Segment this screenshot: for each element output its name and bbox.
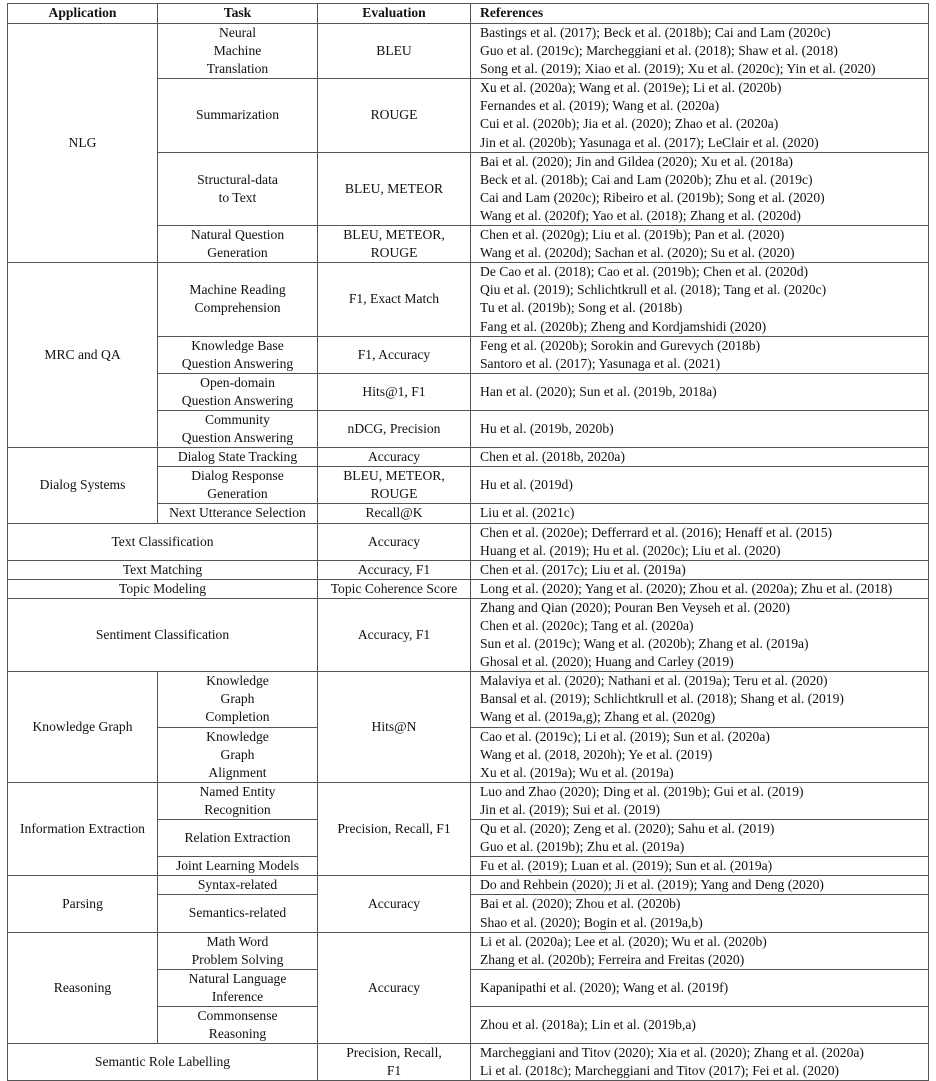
cell-line: Semantics-related	[188, 905, 287, 921]
references-cell	[471, 969, 929, 1006]
evaluation-cell	[318, 560, 471, 579]
cell-line: Ghosal et al. (2020); Huang and Carley (2019)	[480, 654, 734, 670]
cell-line: Wang et al. (2019a,g); Zhang et al. (2020g)	[480, 709, 716, 725]
header-row	[8, 4, 929, 24]
cell-line: BLEU, METEOR,	[343, 227, 445, 243]
cell-line: Tu et al. (2019b); Song et al. (2018b)	[480, 300, 683, 316]
references-cell	[471, 1044, 929, 1081]
cell-line: Machine Reading	[189, 282, 286, 298]
evaluation-cell	[318, 448, 471, 467]
cell-line: to Text	[218, 189, 257, 205]
evaluation-cell	[318, 932, 471, 1044]
references-cell	[471, 336, 929, 373]
table-row	[8, 672, 929, 727]
cell-line: Question Answering	[181, 430, 294, 446]
task-cell	[158, 727, 318, 782]
table-row	[8, 932, 929, 969]
cell-line: Syntax-related	[197, 877, 278, 893]
cell-line: Generation	[207, 486, 268, 502]
cell-line: Next Utterance Selection	[169, 505, 306, 521]
cell-line: Zhang et al. (2020b); Ferreira and Freitas (2020)	[480, 951, 745, 967]
references-cell	[471, 1006, 929, 1043]
cell-line: Named Entity	[199, 783, 276, 799]
cell-line: De Cao et al. (2018); Cao et al. (2019b); Chen et al. (2020d)	[480, 264, 809, 280]
cell-line: Fang et al. (2020b); Zheng and Kordjamshidi (2020)	[480, 318, 767, 334]
evaluation-cell	[318, 336, 471, 373]
references-cell	[471, 24, 929, 79]
cell-line: Malaviya et al. (2020); Nathani et al. (2019a); Teru et al. (2020)	[480, 673, 828, 689]
evaluation-cell	[318, 579, 471, 598]
references-cell	[471, 560, 929, 579]
cell-line: Knowledge Base	[191, 337, 284, 353]
cell-line: Accuracy	[367, 895, 421, 911]
table-row	[8, 782, 929, 819]
cell-line: Alignment	[208, 764, 267, 780]
task-cell	[158, 857, 318, 876]
references-cell	[471, 226, 929, 263]
task-cell	[158, 932, 318, 969]
cell-line: Chen et al. (2020e); Defferrard et al. (2016); Henaff et al. (2015)	[480, 524, 833, 540]
task-cell	[158, 24, 318, 79]
task-cell	[158, 467, 318, 504]
evaluation-cell	[318, 24, 471, 79]
header-references: References	[471, 4, 929, 24]
cell-line: Marcheggiani and Titov (2020); Xia et al. (2020); Zhang et al. (2020a)	[480, 1045, 864, 1061]
evaluation-cell	[318, 782, 471, 875]
cell-line: ROUGE	[370, 245, 418, 261]
task-cell	[158, 410, 318, 447]
application-cell: MRC and QA	[8, 263, 158, 448]
cell-line: Accuracy	[367, 533, 421, 549]
cell-line: F1, Exact Match	[348, 291, 440, 307]
cell-line: Li et al. (2020a); Lee et al. (2020); Wu et al. (2020b)	[480, 933, 767, 949]
cell-line: Jin et al. (2020b); Yasunaga et al. (2017); LeClair et al. (2020)	[480, 134, 819, 150]
cell-line: Shao et al. (2020); Bogin et al. (2019a,b)	[480, 914, 703, 930]
cell-line: Cao et al. (2019c); Li et al. (2019); Sun et al. (2020a)	[480, 728, 770, 744]
cell-line: BLEU, METEOR	[344, 180, 444, 196]
evaluation-cell	[318, 410, 471, 447]
cell-line: Xu et al. (2020a); Wang et al. (2019e); Li et al. (2020b)	[480, 80, 782, 96]
cell-line: Chen et al. (2018b, 2020a)	[480, 449, 625, 465]
references-cell	[471, 263, 929, 336]
task-cell	[158, 79, 318, 152]
table-row	[8, 263, 929, 336]
references-cell	[471, 373, 929, 410]
cell-line: Guo et al. (2019c); Marcheggiani et al. (2018); Shaw et al. (2018)	[480, 43, 838, 59]
cell-line: Neural	[219, 25, 256, 40]
cell-line: Wang et al. (2020f); Yao et al. (2018); Zhang et al. (2020d)	[480, 207, 801, 223]
references-cell	[471, 782, 929, 819]
references-cell	[471, 876, 929, 895]
table-row	[8, 24, 929, 79]
task-cell	[158, 895, 318, 932]
cell-line: Recognition	[204, 801, 271, 817]
cell-line: Comprehension	[194, 300, 281, 316]
cell-line: Huang et al. (2019); Hu et al. (2020c); Liu et al. (2020)	[480, 542, 781, 558]
table-row	[8, 876, 929, 895]
cell-line: Han et al. (2020); Sun et al. (2019b, 2018a)	[480, 383, 717, 399]
evaluation-cell	[318, 79, 471, 152]
cell-line: Cui et al. (2020b); Jia et al. (2020); Zhao et al. (2020a)	[480, 116, 779, 132]
cell-line: ROUGE	[370, 107, 418, 123]
cell-line: Fernandes et al. (2019); Wang et al. (2020a)	[480, 98, 720, 114]
application-cell: Knowledge Graph	[8, 672, 158, 783]
cell-line: Accuracy, F1	[357, 561, 431, 577]
cell-line: Inference	[211, 988, 264, 1004]
cell-line: Xu et al. (2019a); Wu et al. (2019a)	[480, 764, 674, 780]
header-evaluation: Evaluation	[318, 4, 471, 24]
cell-line: Feng et al. (2020b); Sorokin and Gurevych (2018b)	[480, 337, 761, 353]
cell-line: Zhou et al. (2018a); Lin et al. (2019b,a)	[480, 1017, 696, 1033]
cell-line: F1, Accuracy	[357, 346, 431, 362]
table-row	[8, 448, 929, 467]
table-row	[8, 579, 929, 598]
application-cell: Sentiment Classification	[8, 598, 318, 671]
task-cell	[158, 226, 318, 263]
cell-line: Question Answering	[181, 392, 294, 408]
cell-line: Recall@K	[365, 505, 423, 521]
cell-line: Dialog Response	[191, 468, 284, 484]
cell-line: Accuracy	[367, 449, 421, 465]
cell-line: Qiu et al. (2019); Schlichtkrull et al. (2018); Tang et al. (2020c)	[480, 282, 827, 298]
cell-line: Fu et al. (2019); Luan et al. (2019); Sun et al. (2019a)	[480, 858, 773, 874]
references-cell	[471, 857, 929, 876]
cell-line: Song et al. (2019); Xiao et al. (2019); Xu et al. (2020c); Yin et al. (2020)	[480, 61, 876, 77]
cell-line: Precision, Recall,	[346, 1045, 442, 1061]
references-cell	[471, 895, 929, 932]
task-cell	[158, 373, 318, 410]
cell-line: Hu et al. (2019b, 2020b)	[480, 421, 614, 437]
cell-line: Generation	[207, 245, 268, 261]
cell-line: Bansal et al. (2019); Schlichtkrull et al. (2018); Shang et al. (2019)	[480, 691, 844, 707]
table-row	[8, 1044, 929, 1081]
cell-line: Knowledge	[206, 728, 269, 744]
cell-line: Wang et al. (2018, 2020h); Ye et al. (2019)	[480, 746, 713, 762]
cell-line: Cai and Lam (2020c); Ribeiro et al. (2019b); Song et al. (2020)	[480, 189, 825, 205]
evaluation-cell	[318, 672, 471, 783]
cell-line: Chen et al. (2017c); Liu et al. (2019a)	[480, 561, 686, 577]
cell-line: Wang et al. (2020d); Sachan et al. (2020); Su et al. (2020)	[480, 245, 795, 261]
evaluation-cell	[318, 504, 471, 523]
table-row	[8, 560, 929, 579]
references-cell	[471, 598, 929, 671]
task-cell	[158, 876, 318, 895]
cell-line: BLEU	[376, 43, 412, 59]
cell-line: Commonsense	[197, 1007, 278, 1023]
cell-line: Problem Solving	[191, 951, 284, 967]
evaluation-cell	[318, 523, 471, 560]
application-cell: Dialog Systems	[8, 448, 158, 523]
cell-line: Graph	[220, 691, 255, 707]
cell-line: F1	[386, 1063, 402, 1079]
cell-line: Long et al. (2020); Yang et al. (2020); Zhou et al. (2020a); Zhu et al. (2018)	[480, 580, 893, 596]
evaluation-cell	[318, 467, 471, 504]
evaluation-cell	[318, 598, 471, 671]
cell-line: Zhang and Qian (2020); Pouran Ben Veyseh et al. (2020)	[480, 599, 791, 615]
cell-line: Topic Coherence Score	[330, 580, 458, 596]
evaluation-cell	[318, 152, 471, 225]
cell-line: Luo and Zhao (2020); Ding et al. (2019b); Gui et al. (2019)	[480, 783, 804, 799]
cell-line: Community	[205, 411, 270, 427]
cell-line: Bai et al. (2020); Zhou et al. (2020b)	[480, 896, 681, 912]
cell-line: Reasoning	[208, 1026, 267, 1042]
references-cell	[471, 79, 929, 152]
application-cell: Reasoning	[8, 932, 158, 1044]
task-cell	[158, 152, 318, 225]
references-cell	[471, 672, 929, 727]
references-cell	[471, 727, 929, 782]
task-cell	[158, 336, 318, 373]
references-cell	[471, 410, 929, 447]
task-cell	[158, 263, 318, 336]
references-cell	[471, 932, 929, 969]
cell-line: Qu et al. (2020); Zeng et al. (2020); Sahu et al. (2019)	[480, 821, 775, 837]
task-cell	[158, 969, 318, 1006]
references-cell	[471, 504, 929, 523]
evaluation-cell	[318, 1044, 471, 1081]
cell-line: Precision, Recall, F1	[337, 821, 451, 837]
application-cell: Information Extraction	[8, 782, 158, 875]
cell-line: Sun et al. (2019c); Wang et al. (2020b); Zhang et al. (2019a)	[480, 636, 809, 652]
cell-line: Math Word	[206, 933, 269, 949]
cell-line: Dialog State Tracking	[177, 449, 298, 465]
application-cell: Parsing	[8, 876, 158, 932]
cell-line: Bastings et al. (2017); Beck et al. (2018b); Cai and Lam (2020c)	[480, 25, 831, 40]
cell-line: Structural-data	[197, 171, 278, 187]
references-cell	[471, 820, 929, 857]
cell-line: Hits@1, F1	[362, 383, 426, 399]
cell-line: Santoro et al. (2017); Yasunaga et al. (2021)	[480, 355, 721, 371]
cell-line: Natural Question	[190, 227, 285, 243]
evaluation-cell	[318, 226, 471, 263]
cell-line: Graph	[220, 746, 255, 762]
cell-line: Completion	[205, 709, 270, 725]
cell-line: Liu et al. (2021c)	[480, 505, 575, 521]
application-cell: Text Matching	[8, 560, 318, 579]
cell-line: Summarization	[195, 107, 280, 123]
evaluation-cell	[318, 373, 471, 410]
cell-line: Guo et al. (2019b); Zhu et al. (2019a)	[480, 839, 685, 855]
application-cell: Topic Modeling	[8, 579, 318, 598]
cell-line: Question Answering	[181, 355, 294, 371]
cell-line: Relation Extraction	[184, 830, 291, 846]
cell-line: Accuracy, F1	[357, 627, 431, 643]
cell-line: nDCG, Precision	[347, 421, 441, 437]
references-cell	[471, 448, 929, 467]
application-cell: Semantic Role Labelling	[8, 1044, 318, 1081]
cell-line: Knowledge	[206, 673, 269, 689]
task-cell	[158, 782, 318, 819]
application-cell: Text Classification	[8, 523, 318, 560]
evaluation-cell	[318, 263, 471, 336]
header-task: Task	[158, 4, 318, 24]
cell-line: Chen et al. (2020c); Tang et al. (2020a)	[480, 618, 694, 633]
cell-line: Hits@N	[371, 719, 417, 735]
cell-line: Beck et al. (2018b); Cai and Lam (2020b); Zhu et al. (2019c)	[480, 171, 813, 187]
table-row	[8, 598, 929, 671]
cell-line: Jin et al. (2019); Sui et al. (2019)	[480, 801, 661, 817]
references-cell	[471, 579, 929, 598]
cell-line: Accuracy	[367, 979, 421, 995]
task-cell	[158, 1006, 318, 1043]
cell-line: BLEU, METEOR,	[343, 468, 445, 484]
cell-line: Li et al. (2018c); Marcheggiani and Titov (2017); Fei et al. (2020)	[480, 1063, 840, 1079]
cell-line: Joint Learning Models	[175, 858, 300, 874]
references-cell	[471, 467, 929, 504]
references-cell	[471, 152, 929, 225]
task-cell	[158, 504, 318, 523]
task-cell	[158, 672, 318, 727]
applications-table	[7, 3, 929, 1081]
cell-line: Chen et al. (2020g); Liu et al. (2019b); Pan et al. (2020)	[480, 227, 785, 243]
header-application: Application	[8, 4, 158, 24]
table-row	[8, 523, 929, 560]
references-cell	[471, 523, 929, 560]
cell-line: Machine	[213, 43, 262, 59]
cell-line: Natural Language	[188, 970, 287, 986]
task-cell	[158, 820, 318, 857]
cell-line: Do and Rehbein (2020); Ji et al. (2019); Yang and Deng (2020)	[480, 877, 824, 893]
cell-line: Bai et al. (2020); Jin and Gildea (2020); Xu et al. (2018a)	[480, 153, 793, 169]
task-cell	[158, 448, 318, 467]
cell-line: Kapanipathi et al. (2020); Wang et al. (2019f)	[480, 979, 729, 995]
cell-line: Translation	[206, 61, 269, 77]
cell-line: ROUGE	[370, 486, 418, 502]
cell-line: Hu et al. (2019d)	[480, 477, 573, 493]
cell-line: Open-domain	[200, 374, 275, 390]
evaluation-cell	[318, 876, 471, 932]
application-cell: NLG	[8, 24, 158, 263]
